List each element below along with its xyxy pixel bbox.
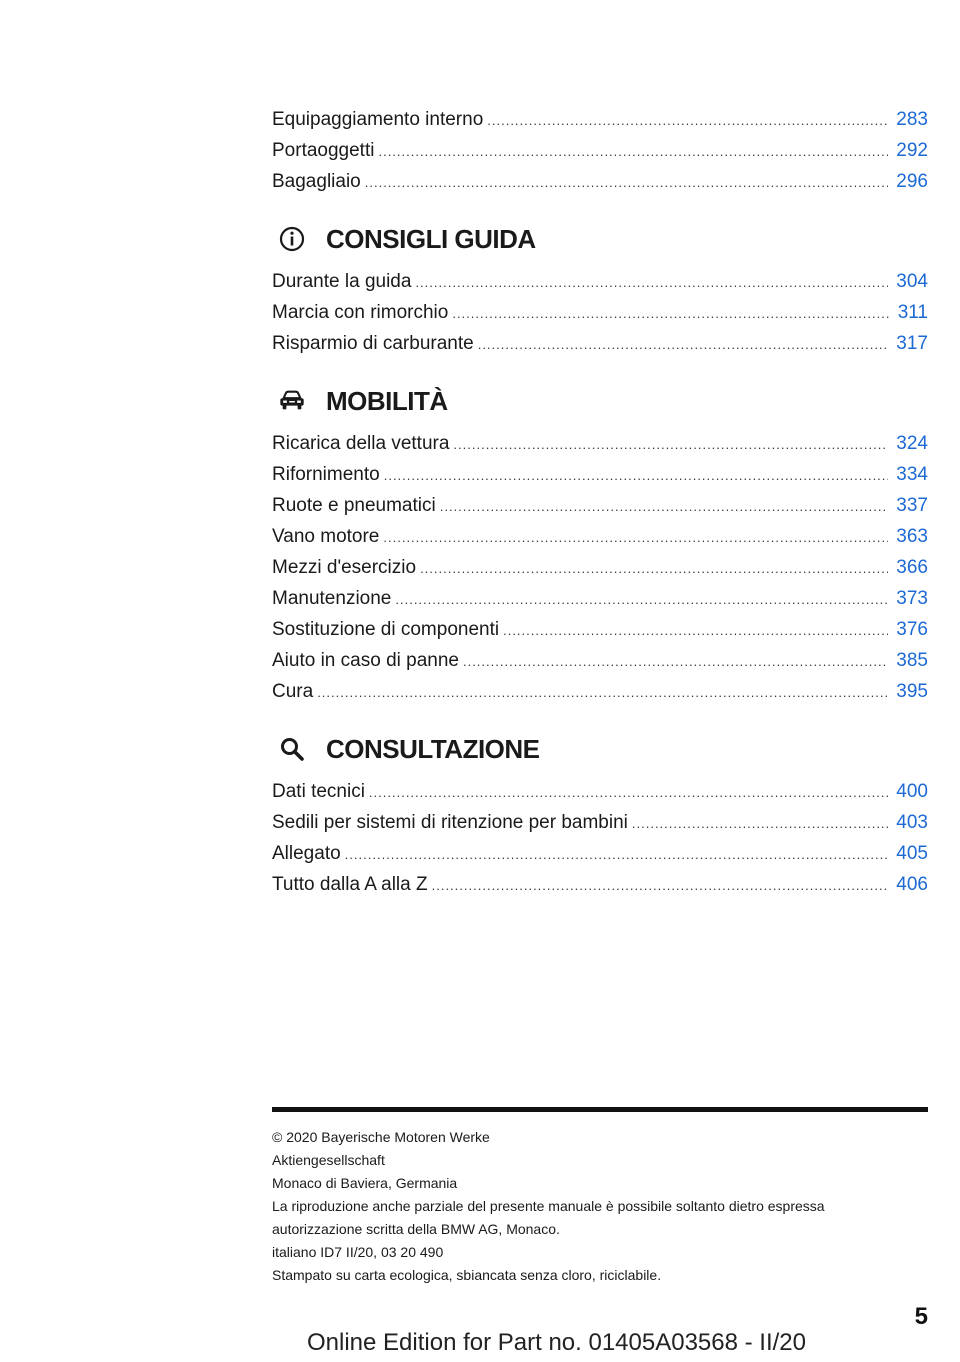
imprint-line: © 2020 Bayerische Motoren Werke [272, 1129, 490, 1145]
toc-entry-page[interactable]: 334 [896, 464, 928, 485]
toc-leader-dots [478, 329, 889, 360]
section-heading [272, 219, 928, 259]
toc-leader-dots [503, 615, 888, 646]
toc-leader-dots [487, 105, 888, 136]
toc-entry-title: Risparmio di carburante [272, 333, 474, 354]
search-icon [278, 735, 306, 763]
toc-leader-dots [453, 429, 888, 460]
toc-entry-page[interactable]: 283 [896, 109, 928, 130]
imprint-line: italiano ID7 II/20, 03 20 490 [272, 1244, 444, 1260]
toc-entry[interactable] [272, 869, 928, 900]
toc-entry-title: Vano motore [272, 526, 380, 547]
toc-entry-title: Cura [272, 681, 314, 702]
toc-entry[interactable] [272, 297, 928, 328]
section-title: MOBILITÀ [326, 385, 448, 416]
toc-entry-title: Rifornimento [272, 464, 380, 485]
toc-entry-page[interactable]: 403 [896, 812, 928, 833]
toc-entry-title: Ruote e pneumatici [272, 495, 436, 516]
toc-entry-page[interactable]: 317 [896, 333, 928, 354]
imprint-line: autorizzazione scritta della BMW AG, Monaco. [272, 1221, 560, 1237]
toc-entry-page[interactable]: 373 [896, 588, 928, 609]
section-title: CONSIGLI GUIDA [326, 223, 536, 254]
toc-leader-dots [432, 870, 889, 901]
toc-leader-dots [317, 677, 888, 708]
toc-entry[interactable] [272, 552, 928, 583]
toc-entry-page[interactable]: 292 [896, 140, 928, 161]
page-number: 5 [914, 1303, 928, 1330]
toc-entry-page[interactable]: 406 [896, 874, 928, 895]
imprint-line: Monaco di Baviera, Germania [272, 1175, 458, 1191]
toc-entry[interactable] [272, 328, 928, 359]
imprint-line: Stampato su carta ecologica, sbiancata senza cloro, riciclabile. [272, 1267, 662, 1283]
toc-section-driving-tips [272, 219, 928, 359]
toc-entry-page[interactable]: 324 [896, 433, 928, 454]
toc-group-interior [272, 104, 928, 197]
toc-leader-dots [440, 491, 889, 522]
imprint-line: La riproduzione anche parziale del presente manuale è possibile soltanto dietro espressa [272, 1198, 825, 1214]
toc-leader-dots [365, 167, 889, 198]
toc-entry-title: Ricarica della vettura [272, 433, 450, 454]
toc-entry-page[interactable]: 337 [896, 495, 928, 516]
toc-leader-dots [463, 646, 888, 677]
toc-entry[interactable] [272, 807, 928, 838]
toc-entry-page[interactable]: 304 [896, 271, 928, 292]
toc-section-reference [272, 729, 928, 900]
toc-leader-dots [420, 553, 888, 584]
section-heading [272, 729, 928, 769]
toc-entry[interactable] [272, 266, 928, 297]
car-icon [278, 387, 306, 415]
toc-leader-dots [452, 298, 889, 329]
toc-entry[interactable] [272, 104, 928, 135]
toc-entry[interactable] [272, 459, 928, 490]
toc-entry-title: Bagagliaio [272, 171, 361, 192]
toc-entry-title: Sostituzione di componenti [272, 619, 500, 640]
toc-entry-title: Dati tecnici [272, 781, 365, 802]
section-heading [272, 381, 928, 421]
toc-entry[interactable] [272, 521, 928, 552]
toc-leader-dots [383, 522, 888, 553]
toc-entry[interactable] [272, 428, 928, 459]
toc-entry-page[interactable]: 296 [896, 171, 928, 192]
imprint-line: Aktiengesellschaft [272, 1152, 385, 1168]
imprint [272, 1126, 928, 1287]
toc-entry-page[interactable]: 376 [896, 619, 928, 640]
toc-section-mobility [272, 381, 928, 707]
toc-entry[interactable] [272, 776, 928, 807]
toc-leader-dots [384, 460, 889, 491]
toc-entry[interactable] [272, 166, 928, 197]
toc-entry-title: Tutto dalla A alla Z [272, 874, 428, 895]
toc-leader-dots [369, 777, 888, 808]
toc-entry[interactable] [272, 135, 928, 166]
toc-entry-page[interactable]: 366 [896, 557, 928, 578]
toc-entry-title: Sedili per sistemi di ritenzione per bambini [272, 812, 628, 833]
toc-entry-page[interactable]: 405 [896, 843, 928, 864]
toc-entry-title: Durante la guida [272, 271, 412, 292]
toc-entry[interactable] [272, 583, 928, 614]
toc-entry-title: Aiuto in caso di panne [272, 650, 459, 671]
info-icon [278, 225, 306, 253]
toc-entry-title: Equipaggiamento interno [272, 109, 484, 130]
toc-leader-dots [378, 136, 888, 167]
toc-entry-page[interactable]: 395 [896, 681, 928, 702]
toc-leader-dots [415, 267, 888, 298]
toc-entry-title: Marcia con rimorchio [272, 302, 449, 323]
toc-leader-dots [395, 584, 888, 615]
online-edition-watermark: Online Edition for Part no. 01405A03568 - II/20 [307, 1329, 806, 1356]
toc-entry-title: Portaoggetti [272, 140, 375, 161]
footer-divider [272, 1107, 928, 1112]
toc-entry-page[interactable]: 400 [896, 781, 928, 802]
toc-entry[interactable] [272, 676, 928, 707]
toc-entry-title: Allegato [272, 843, 341, 864]
toc-leader-dots [632, 808, 888, 839]
table-of-contents [272, 104, 928, 900]
toc-entry-title: Manutenzione [272, 588, 392, 609]
toc-entry-title: Mezzi d'esercizio [272, 557, 417, 578]
toc-entry[interactable] [272, 838, 928, 869]
toc-entry-page[interactable]: 311 [897, 302, 928, 323]
toc-entry-page[interactable]: 363 [896, 526, 928, 547]
section-title: CONSULTAZIONE [326, 733, 540, 764]
toc-entry-page[interactable]: 385 [896, 650, 928, 671]
toc-entry[interactable] [272, 614, 928, 645]
toc-entry[interactable] [272, 490, 928, 521]
toc-leader-dots [345, 839, 889, 870]
toc-entry[interactable] [272, 645, 928, 676]
